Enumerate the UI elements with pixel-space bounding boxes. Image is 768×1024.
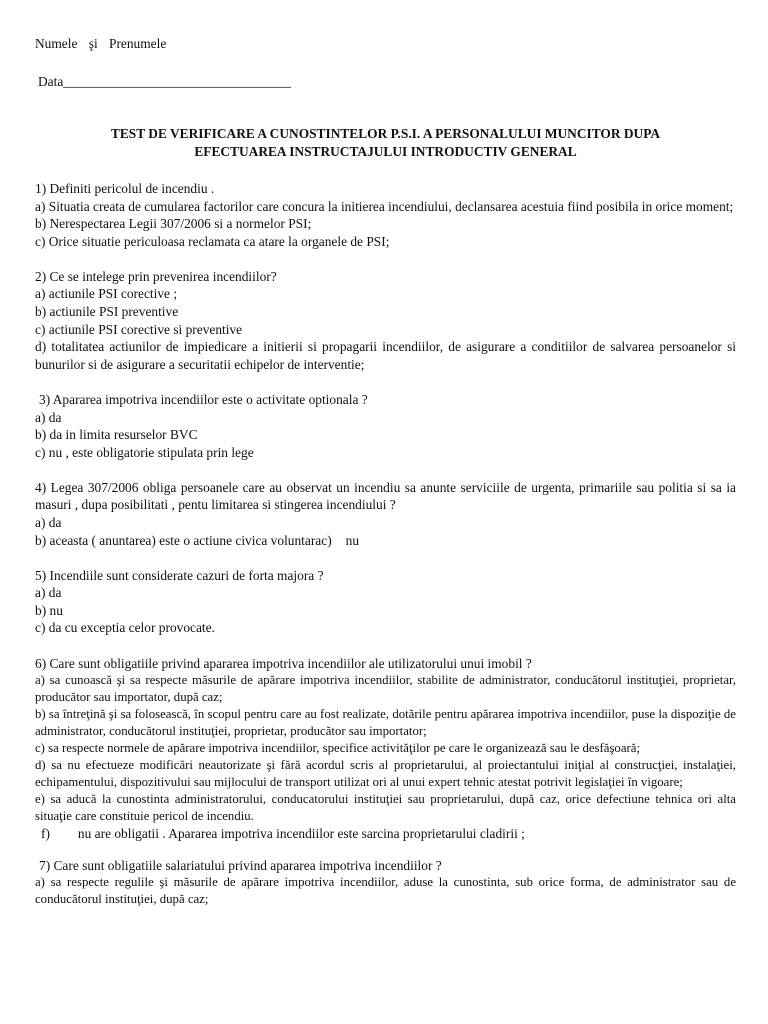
question-text: 2) Ce se intelege prin prevenirea incendiilor? (35, 268, 277, 284)
name-field-label: Numele şi Prenumele (35, 36, 167, 51)
answer-b: b) actiunile PSI preventive (35, 304, 179, 320)
question-5 (35, 567, 736, 637)
answer-a: a) sa cunoască şi sa respecte măsurile de apărare impotriva incendiilor, stabilite de administrator, conducătorul instituţiei, proprietar, producător sau importator, după caz; (35, 673, 736, 705)
answer-b: b) Nerespectarea Legii 307/2006 si a normelor PSI; (35, 216, 312, 232)
question-text: 4) Legea 307/2006 obliga persoanele care au observat un incendiu sa anunte serviciile de urgenta, primariile sau politia si sa ia masuri , dupa posibilitati , pentu limitarea si stingerea incendiului ? (35, 479, 736, 513)
question-text: 3) Apararea impotriva incendiilor este o activitate optionala ? (39, 391, 368, 407)
question-2 (35, 268, 736, 374)
answer-b: b) nu (35, 602, 63, 618)
answer-f: nu are obligatii . Apararea impotriva incendiilor este sarcina proprietarului cladirii ; (77, 826, 525, 842)
answer-c: c) da cu exceptia celor provocate. (35, 620, 215, 636)
answer-c: c) nu , este obligatorie stipulata prin lege (35, 444, 254, 460)
answer-c: c) Orice situatie periculoasa reclamata ca atare la organele de PSI; (35, 233, 390, 249)
answer-c: nu (345, 532, 360, 548)
title-line-1: TEST DE VERIFICARE A CUNOSTINTELOR P.S.I. A PERSONALULUI MUNCITOR DUPA (110, 126, 661, 141)
answer-c: c) actiunile PSI corective si preventive (35, 321, 243, 337)
answer-e: e) sa aducă la cunostinta administratorului, conducatorului instituţiei sau proprietarului, după caz, orice defectiune tehnica ori alta situaţie care constituie pericol de incendiu. (35, 792, 736, 824)
answer-b: b) sa întreţină şi sa folosească, în scopul pentru care au fost realizate, dotările pentru apărarea impotriva incendiilor, puse la dispoziţie de administrator, conducătorul instituţiei, proprietar, producător sau importator; (35, 707, 736, 739)
answer-b: b) da in limita resurselor BVC (35, 427, 198, 443)
answer-a: a) sa respecte regulile şi măsurile de apărare impotriva incendiilor, aduse la cunostinta, sub orice forma, de administrator sau de conducătorul instituţiei, după caz; (35, 875, 736, 907)
title-line-2: EFECTUAREA INSTRUCTAJULUI INTRODUCTIV GENERAL (194, 144, 577, 159)
answer-f-line (35, 825, 736, 843)
question-text: 5) Incendiile sunt considerate cazuri de forta majora ? (35, 567, 324, 583)
answer-d: d) sa nu efectueze modificări neautorizate şi fără acordul scris al proprietarului, al proiectantului iniţial al construcţiei, instalaţiei, echipamentului, dispozitivului sau mijlocului de transport utilizat ori al unui expert tehnic atestat potrivit legislaţiei în vigoare; (35, 758, 736, 790)
answers-block (35, 672, 736, 825)
answer-d: d) totalitatea actiunilor de impiedicare a initierii si propagarii incendiilor, de asigurare a conditiilor de salvarea persoanelor si bunurilor si de asigurare a securitatii echipelor de interventie; (35, 339, 736, 372)
page-title (35, 125, 736, 161)
question-text: 6) Care sunt obligatiile privind apararea impotriva incendiilor ale utilizatorului unui imobil ? (35, 655, 532, 671)
answer-a: a) actiunile PSI corective ; (35, 286, 178, 302)
test-body (35, 180, 736, 926)
question-6 (35, 655, 736, 843)
question-text: 1) Definiti pericolul de incendiu . (35, 181, 215, 196)
answer-b: b) aceasta ( anuntarea) este o actiune civica voluntarac) (35, 532, 332, 548)
answer-a: a) Situatia creata de cumularea factorilor care concura la initierea incendiului, declansarea acestuia fiind posibila in orice moment; (35, 198, 734, 214)
question-text: 7) Care sunt obligatiile salariatului privind apararea impotriva incendiilor ? (39, 857, 442, 873)
question-4 (35, 479, 736, 549)
date-field-label: Data__________________________________ (38, 74, 291, 89)
question-7 (35, 857, 736, 909)
answer-b-line (35, 532, 736, 550)
answer-c: c) sa respecte normele de apărare impotriva incendiilor, specifice activităţilor pe care le organizează sau le desfăşoară; (35, 741, 641, 756)
answer-a: a) da (35, 515, 62, 530)
answer-f-letter: f) (41, 826, 50, 842)
answer-a: a) da (35, 409, 62, 425)
question-3 (35, 391, 736, 461)
answer-a: a) da (35, 585, 62, 601)
question-1 (35, 180, 736, 250)
